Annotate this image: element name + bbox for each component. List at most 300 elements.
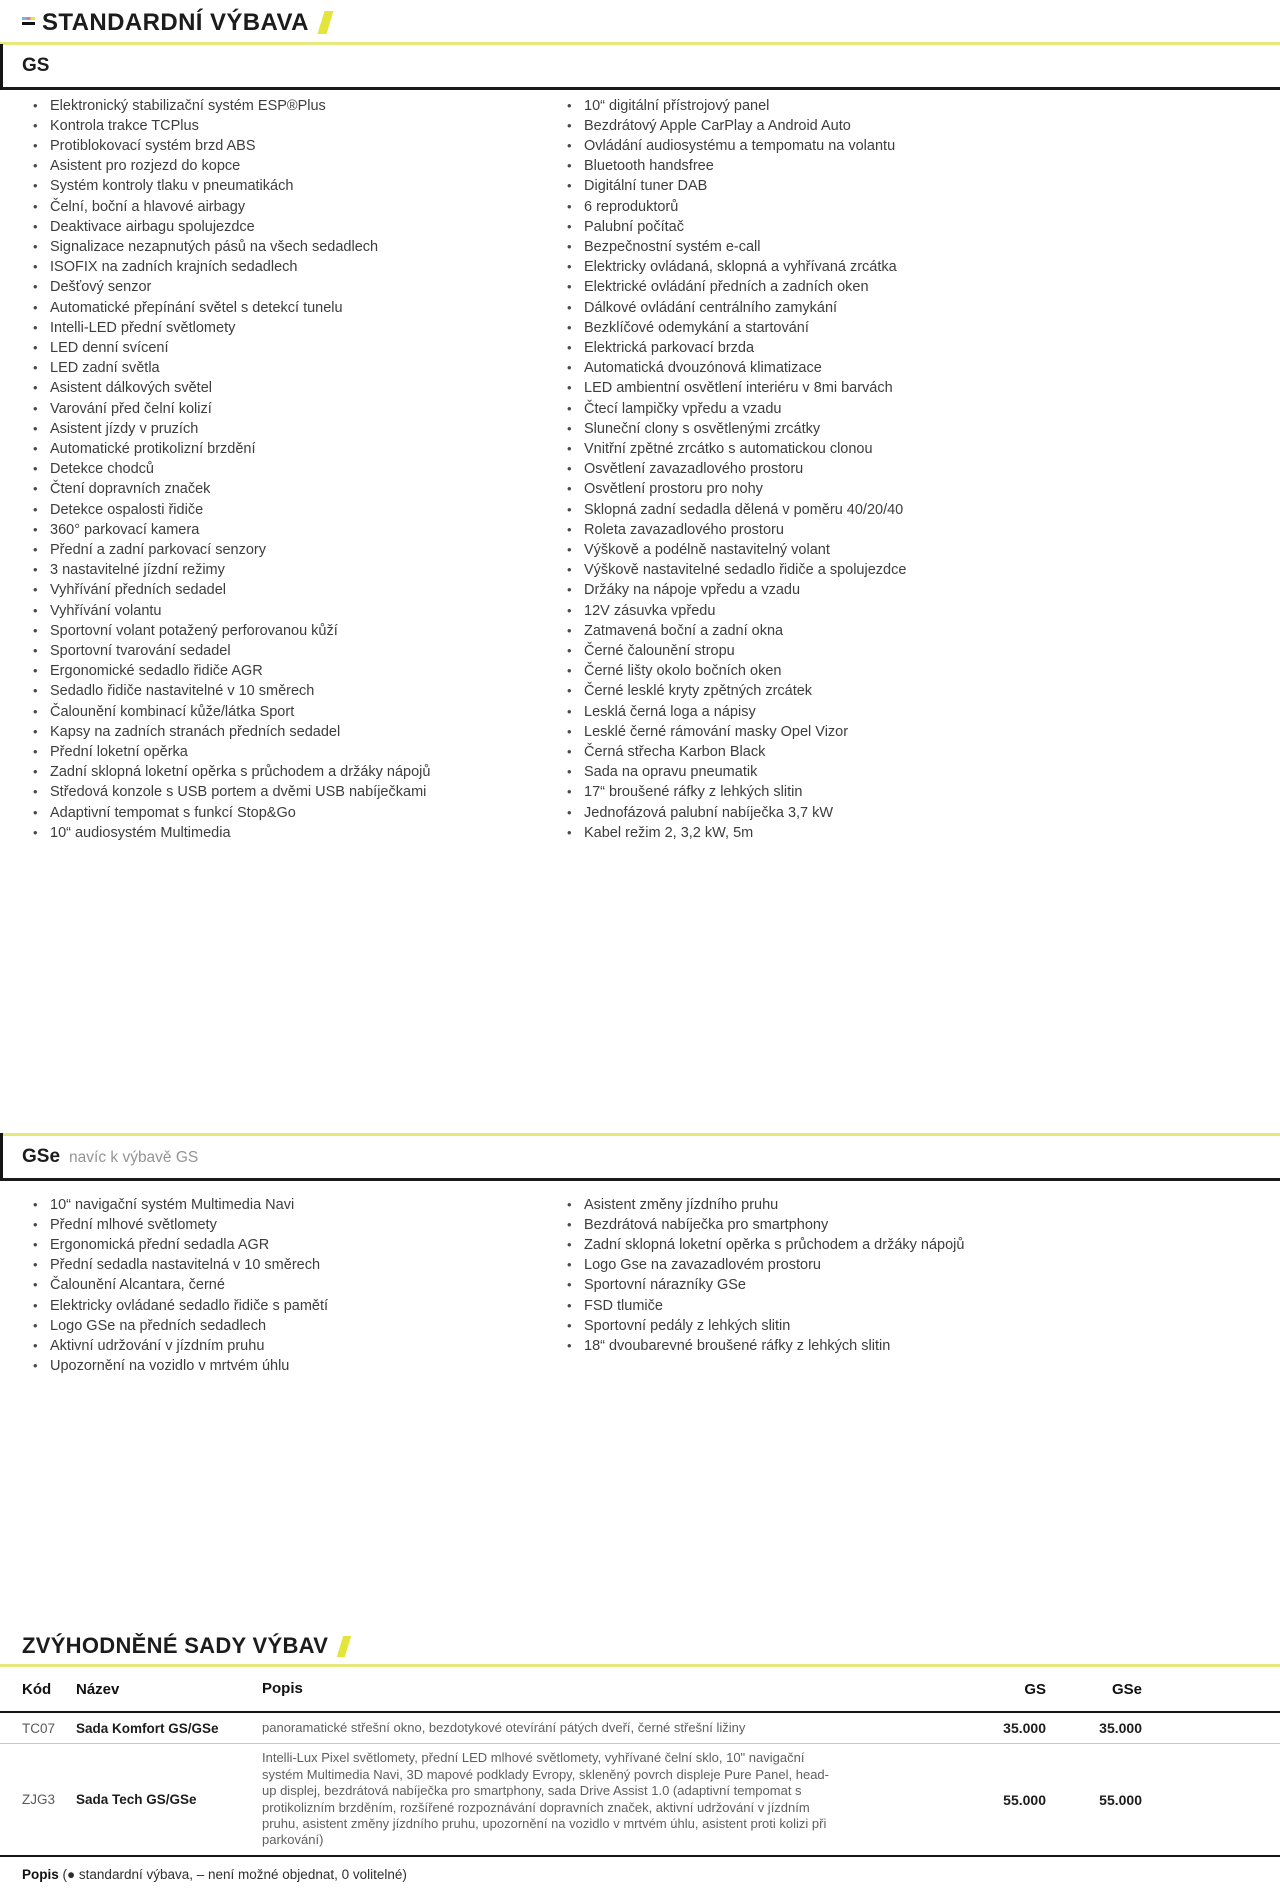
feature-item — [22, 358, 556, 378]
packages-table-rows — [0, 1713, 1280, 1856]
col-header-gs: GS — [1024, 1680, 1046, 1698]
feature-text: Sedadlo řidiče nastavitelné v 10 směrech — [50, 683, 315, 700]
feature-item — [22, 1296, 556, 1316]
bullet-icon: • — [567, 259, 572, 275]
page-header — [0, 0, 1280, 42]
feature-item — [556, 1316, 1258, 1336]
bullet-icon: • — [33, 117, 38, 133]
feature-item — [556, 580, 1258, 600]
bullet-icon: • — [33, 784, 38, 800]
feature-text: Systém kontroly tlaku v pneumatikách — [50, 178, 294, 195]
bullet-icon: • — [567, 1317, 572, 1333]
feature-text: Přední loketní opěrka — [50, 744, 188, 760]
feature-item — [22, 1275, 556, 1295]
col-header-desc: Popis — [262, 1680, 303, 1698]
bullet-icon: • — [567, 198, 572, 214]
bullet-icon: • — [33, 380, 38, 396]
feature-item — [22, 217, 556, 237]
bullet-icon: • — [567, 602, 572, 618]
feature-text: 17“ broušené ráfky z lehkých slitin — [584, 784, 803, 801]
bullet-icon: • — [33, 602, 38, 618]
bullet-icon: • — [567, 663, 572, 679]
bullet-icon: • — [33, 319, 38, 335]
feature-text: Logo GSe na předních sedadlech — [50, 1317, 267, 1334]
feature-item — [556, 702, 1258, 722]
feature-text: Digitální tuner DAB — [584, 178, 708, 195]
feature-text: Elektrická parkovací brzda — [584, 339, 755, 356]
feature-text: Adaptivní tempomat s funkcí Stop&Go — [50, 804, 296, 821]
legend-text: (● standardní výbava, – není možné objednat, 0 volitelné) — [58, 1866, 407, 1882]
feature-item — [556, 358, 1258, 378]
feature-item — [556, 641, 1258, 661]
bullet-icon: • — [33, 1337, 38, 1353]
feature-text: 6 reproduktorů — [584, 198, 679, 215]
feature-text: Ovládání audiosystému a tempomatu na volantu — [584, 137, 896, 154]
feature-item — [556, 540, 1258, 560]
feature-item — [556, 520, 1258, 540]
feature-item — [22, 1336, 556, 1356]
legend-label: Popis — [22, 1866, 59, 1882]
bullet-icon: • — [567, 481, 572, 497]
feature-text: Černé lesklé kryty zpětných zrcátek — [584, 683, 813, 700]
feature-text: Čalounění Alcantara, černé — [50, 1277, 225, 1294]
feature-text: Elektricky ovládané sedadlo řidiče s pamětí — [50, 1297, 329, 1314]
feature-item — [556, 601, 1258, 621]
bullet-icon: • — [567, 97, 572, 113]
package-description: panoramatické střešní okno, bezdotykové otevírání pátých dveří, černé střešní ližiny — [262, 1720, 746, 1736]
feature-text: Bezdrátová nabíječka pro smartphony — [584, 1216, 829, 1233]
bullet-icon: • — [567, 642, 572, 658]
packages-table-header — [0, 1667, 1280, 1713]
feature-item — [22, 257, 556, 277]
feature-item — [556, 156, 1258, 176]
feature-item — [22, 197, 556, 217]
gs-feature-columns — [0, 90, 1280, 844]
feature-text: Varování před čelní kolizí — [50, 400, 212, 417]
feature-item — [22, 621, 556, 641]
feature-text: 10“ digitální přístrojový panel — [584, 97, 770, 114]
feature-item — [22, 1215, 556, 1235]
legend-footer — [0, 1857, 1280, 1882]
feature-text: Kabel režim 2, 3,2 kW, 5m — [584, 824, 754, 841]
feature-text: Vnitřní zpětné zrcátko s automatickou clonou — [584, 440, 873, 457]
feature-item — [22, 661, 556, 681]
feature-text: Detekce chodců — [50, 461, 154, 478]
bullet-icon: • — [567, 137, 572, 153]
feature-item — [556, 419, 1258, 439]
bullet-icon: • — [567, 541, 572, 557]
bullet-icon: • — [33, 683, 38, 699]
feature-text: Intelli-LED přední světlomety — [50, 319, 236, 336]
feature-text: Kapsy na zadních stranách předních sedadel — [50, 723, 341, 740]
bullet-icon: • — [567, 501, 572, 517]
feature-item — [556, 338, 1258, 358]
feature-item — [22, 702, 556, 722]
packages-header — [0, 1628, 1280, 1664]
bullet-icon: • — [567, 521, 572, 537]
bullet-icon: • — [33, 461, 38, 477]
feature-item — [556, 1195, 1258, 1215]
bullet-icon: • — [33, 622, 38, 638]
feature-text: Zadní sklopná loketní opěrka s průchodem a držáky nápojů — [50, 764, 431, 781]
yellow-slash-icon — [317, 11, 333, 34]
feature-text: Výškově nastavitelné sedadlo řidiče a spolujezdce — [584, 562, 907, 579]
feature-text: Bluetooth handsfree — [584, 158, 714, 175]
feature-text: Asistent dálkových světel — [50, 380, 212, 397]
feature-text: Automatická dvouzónová klimatizace — [584, 360, 822, 377]
feature-item — [22, 116, 556, 136]
bullet-icon: • — [567, 339, 572, 355]
gs-section-header — [0, 45, 1280, 87]
bullet-icon: • — [33, 198, 38, 214]
feature-item — [22, 500, 556, 520]
feature-item — [22, 338, 556, 358]
feature-item — [22, 459, 556, 479]
package-price-gs: 35.000 — [1003, 1720, 1046, 1737]
page-title: STANDARDNÍ VÝBAVA — [42, 9, 309, 36]
feature-item — [556, 762, 1258, 782]
feature-text: Elektricky ovládaná, sklopná a vyhřívaná zrcátka — [584, 259, 897, 276]
feature-item — [22, 378, 556, 398]
bullet-icon: • — [567, 1196, 572, 1212]
feature-text: Čelní, boční a hlavové airbagy — [50, 198, 246, 215]
bullet-icon: • — [33, 137, 38, 153]
feature-text: ISOFIX na zadních krajních sedadlech — [50, 259, 298, 276]
feature-item — [556, 1336, 1258, 1356]
feature-item — [22, 156, 556, 176]
feature-text: 12V zásuvka vpředu — [584, 602, 716, 619]
feature-item — [556, 742, 1258, 762]
feature-item — [556, 116, 1258, 136]
feature-text: Čtení dopravních značek — [50, 481, 211, 498]
gse-feature-list-right — [556, 1195, 1258, 1377]
feature-item — [22, 1195, 556, 1215]
feature-text: Vyhřívání předních sedadel — [50, 582, 226, 599]
feature-text: Sportovní tvarování sedadel — [50, 642, 231, 659]
bullet-icon: • — [33, 299, 38, 315]
gse-section-header — [0, 1136, 1280, 1178]
feature-item — [22, 580, 556, 600]
gse-section-edge-tab — [0, 1133, 3, 1179]
bullet-icon: • — [33, 804, 38, 820]
package-code: ZJG3 — [22, 1792, 56, 1808]
feature-item — [556, 803, 1258, 823]
section-packages — [0, 1628, 1280, 1856]
gse-feature-columns — [0, 1181, 1280, 1377]
feature-text: Černé lišty okolo bočních oken — [584, 663, 782, 680]
feature-item — [556, 1215, 1258, 1235]
feature-item — [556, 621, 1258, 641]
feature-text: Sportovní nárazníky GSe — [584, 1277, 746, 1294]
bullet-icon: • — [567, 279, 572, 295]
feature-text: LED zadní světla — [50, 360, 160, 377]
feature-text: Sportovní volant potažený perforovanou kůží — [50, 622, 338, 639]
bullet-icon: • — [33, 339, 38, 355]
feature-text: Lesklé černé rámování masky Opel Vizor — [584, 723, 849, 740]
feature-text: Držáky na nápoje vpředu a vzadu — [584, 582, 801, 599]
feature-item — [22, 601, 556, 621]
feature-text: Automatické přepínání světel s detekcí tunelu — [50, 299, 343, 316]
package-row — [0, 1713, 1280, 1744]
print-registration-mark-icon — [22, 17, 35, 25]
feature-text: Přední a zadní parkovací senzory — [50, 541, 267, 558]
feature-item — [556, 237, 1258, 257]
feature-item — [22, 823, 556, 843]
bullet-icon: • — [33, 279, 38, 295]
bullet-icon: • — [33, 360, 38, 376]
gse-heading: GSe — [22, 1146, 61, 1168]
feature-item — [556, 459, 1258, 479]
bullet-icon: • — [33, 420, 38, 436]
feature-item — [22, 641, 556, 661]
feature-item — [556, 722, 1258, 742]
feature-item — [556, 318, 1258, 338]
feature-text: Asistent pro rozjezd do kopce — [50, 158, 241, 175]
feature-item — [556, 823, 1258, 843]
packages-title: ZVÝHODNĚNÉ SADY VÝBAV — [22, 1633, 329, 1659]
feature-item — [556, 782, 1258, 802]
feature-item — [556, 1275, 1258, 1295]
gs-feature-list-right — [556, 96, 1258, 844]
feature-item — [556, 96, 1258, 116]
bullet-icon: • — [567, 117, 572, 133]
feature-text: 3 nastavitelné jízdní režimy — [50, 562, 225, 579]
bullet-icon: • — [567, 804, 572, 820]
bullet-icon: • — [33, 1196, 38, 1212]
feature-text: Přední mlhové světlomety — [50, 1216, 217, 1233]
feature-text: Logo Gse na zavazadlovém prostoru — [584, 1257, 821, 1274]
feature-text: Kontrola trakce TCPlus — [50, 117, 199, 134]
bullet-icon: • — [567, 703, 572, 719]
feature-text: Dešťový senzor — [50, 279, 152, 296]
section-gse — [0, 1133, 1280, 1376]
feature-item — [22, 237, 556, 257]
feature-item — [22, 560, 556, 580]
feature-text: Ergonomické sedadlo řidiče AGR — [50, 663, 263, 680]
feature-text: 18“ dvoubarevné broušené ráfky z lehkých slitin — [584, 1337, 891, 1354]
feature-text: Ergonomická přední sedadla AGR — [50, 1236, 270, 1253]
feature-text: 10“ audiosystém Multimedia — [50, 824, 231, 841]
feature-item — [556, 176, 1258, 196]
bullet-icon: • — [567, 178, 572, 194]
bullet-icon: • — [567, 622, 572, 638]
col-header-code: Kód — [22, 1680, 52, 1698]
feature-text: Vyhřívání volantu — [50, 602, 162, 619]
feature-text: Výškově a podélně nastavitelný volant — [584, 541, 830, 558]
bullet-icon: • — [33, 218, 38, 234]
bullet-icon: • — [33, 1297, 38, 1313]
package-code: TC07 — [22, 1720, 56, 1736]
feature-text: Dálkové ovládání centrálního zamykání — [584, 299, 838, 316]
feature-text: Protiblokovací systém brzd ABS — [50, 137, 256, 154]
feature-text: Deaktivace airbagu spolujezdce — [50, 218, 255, 235]
feature-text: LED denní svícení — [50, 339, 169, 356]
package-price-gse: 55.000 — [1099, 1791, 1142, 1808]
feature-item — [22, 742, 556, 762]
section-gs — [0, 45, 1280, 843]
bullet-icon: • — [567, 1277, 572, 1293]
yellow-slash-icon — [337, 1636, 351, 1657]
feature-item — [556, 681, 1258, 701]
bullet-icon: • — [33, 158, 38, 174]
feature-item — [22, 722, 556, 742]
packages-table — [0, 1667, 1280, 1856]
bullet-icon: • — [567, 1216, 572, 1232]
feature-item — [22, 96, 556, 116]
feature-text: Černé čalounění stropu — [584, 642, 735, 659]
bullet-icon: • — [33, 764, 38, 780]
gs-heading: GS — [22, 55, 50, 76]
feature-item — [22, 803, 556, 823]
feature-item — [556, 217, 1258, 237]
feature-text: Čalounění kombinací kůže/látka Sport — [50, 703, 295, 720]
bullet-icon: • — [567, 238, 572, 254]
feature-item — [22, 1316, 556, 1336]
feature-text: Elektrické ovládání předních a zadních oken — [584, 279, 869, 296]
feature-item — [22, 1235, 556, 1255]
bullet-icon: • — [33, 582, 38, 598]
feature-text: Osvětlení prostoru pro nohy — [584, 481, 763, 498]
feature-text: Aktivní udržování v jízdním pruhu — [50, 1337, 265, 1354]
feature-item — [556, 257, 1258, 277]
feature-item — [556, 136, 1258, 156]
bullet-icon: • — [567, 218, 572, 234]
feature-text: Elektronický stabilizační systém ESP®Plus — [50, 97, 326, 114]
feature-text: Středová konzole s USB portem a dvěmi USB nabíječkami — [50, 784, 427, 801]
feature-text: Zadní sklopná loketní opěrka s průchodem a držáky nápojů — [584, 1236, 965, 1253]
package-name: Sada Tech GS/GSe — [76, 1792, 197, 1808]
bullet-icon: • — [33, 1277, 38, 1293]
bullet-icon: • — [33, 1216, 38, 1232]
feature-item — [22, 176, 556, 196]
feature-item — [22, 136, 556, 156]
bullet-icon: • — [33, 501, 38, 517]
feature-text: Bezdrátový Apple CarPlay a Android Auto — [584, 117, 851, 134]
feature-item — [22, 399, 556, 419]
feature-item — [556, 439, 1258, 459]
bullet-icon: • — [567, 380, 572, 396]
feature-item — [556, 378, 1258, 398]
feature-item — [556, 560, 1258, 580]
bullet-icon: • — [567, 299, 572, 315]
bullet-icon: • — [33, 1236, 38, 1252]
feature-item — [22, 782, 556, 802]
bullet-icon: • — [33, 703, 38, 719]
package-name: Sada Komfort GS/GSe — [76, 1720, 219, 1736]
package-price-gs: 55.000 — [1003, 1791, 1046, 1808]
feature-text: Sada na opravu pneumatik — [584, 764, 758, 781]
col-header-gse: GSe — [1111, 1680, 1142, 1698]
bullet-icon: • — [33, 723, 38, 739]
feature-text: Detekce ospalosti řidiče — [50, 501, 204, 518]
bullet-icon: • — [567, 1337, 572, 1353]
package-description: Intelli-Lux Pixel světlomety, přední LED mlhové světlomety, vyhřívané čelní sklo, 10" navigační systém Multimedia Navi, 3D mapové podklady Evropy, skleněný povrch displeje Pure Panel, head-up displej, bezdrátová nabíječka pro smartphony, sada Drive Assist 1.0 (adaptivní tempomat s protikolizním brzděním, rozšířené rozpoznávání dopravních značek, aktivní udržování v jízdním pruhu, asistent změny jízdního pruhu, upozornění na vozidlo v mrtvém úhlu, asistent proti kolizi při parkování) — [262, 1750, 829, 1848]
bullet-icon: • — [33, 521, 38, 537]
bullet-icon: • — [33, 642, 38, 658]
feature-item — [22, 479, 556, 499]
feature-item — [556, 661, 1258, 681]
bullet-icon: • — [567, 784, 572, 800]
feature-item — [22, 439, 556, 459]
feature-text: Upozornění na vozidlo v mrtvém úhlu — [50, 1358, 290, 1375]
feature-text: Čtecí lampičky vpředu a vzadu — [584, 400, 782, 417]
bullet-icon: • — [33, 400, 38, 416]
feature-text: FSD tlumiče — [584, 1297, 663, 1314]
feature-text: Jednofázová palubní nabíječka 3,7 kW — [584, 804, 834, 821]
bullet-icon: • — [33, 744, 38, 759]
gse-subheading: navíc k výbavě GS — [69, 1149, 199, 1167]
bullet-icon: • — [33, 440, 38, 456]
feature-text: Automatické protikolizní brzdění — [50, 440, 256, 457]
feature-item — [556, 500, 1258, 520]
bullet-icon: • — [567, 360, 572, 376]
feature-item — [556, 399, 1258, 419]
feature-text: Sklopná zadní sedadla dělená v poměru 40/20/40 — [584, 501, 904, 518]
feature-item — [556, 277, 1258, 297]
feature-text: Bezklíčové odemykání a startování — [584, 319, 809, 336]
feature-text: Asistent změny jízdního pruhu — [584, 1196, 779, 1213]
bullet-icon: • — [567, 683, 572, 699]
bullet-icon: • — [33, 541, 38, 557]
feature-item — [22, 318, 556, 338]
col-header-name: Název — [76, 1680, 120, 1698]
feature-item — [22, 762, 556, 782]
feature-text: LED ambientní osvětlení interiéru v 8mi barvách — [584, 380, 893, 397]
feature-item — [22, 419, 556, 439]
bullet-icon: • — [567, 420, 572, 436]
bullet-icon: • — [567, 158, 572, 174]
bullet-icon: • — [33, 178, 38, 194]
package-row — [0, 1744, 1280, 1856]
feature-text: Přední sedadla nastavitelná v 10 směrech — [50, 1257, 321, 1274]
bullet-icon: • — [33, 97, 38, 113]
feature-item — [556, 479, 1258, 499]
bullet-icon: • — [33, 824, 38, 840]
bullet-icon: • — [567, 723, 572, 739]
bullet-icon: • — [567, 319, 572, 335]
feature-text: Lesklá černá loga a nápisy — [584, 703, 756, 720]
feature-text: Zatmavená boční a zadní okna — [584, 622, 784, 639]
feature-text: Sportovní pedály z lehkých slitin — [584, 1317, 791, 1334]
bullet-icon: • — [33, 1358, 38, 1374]
bullet-icon: • — [567, 562, 572, 578]
bullet-icon: • — [33, 663, 38, 679]
feature-text: Černá střecha Karbon Black — [584, 744, 766, 760]
feature-item — [22, 1356, 556, 1376]
bullet-icon: • — [567, 1297, 572, 1313]
bullet-icon: • — [33, 259, 38, 275]
feature-text: Palubní počítač — [584, 218, 684, 235]
bullet-icon: • — [567, 440, 572, 456]
feature-item — [22, 540, 556, 560]
bullet-icon: • — [33, 481, 38, 497]
feature-item — [22, 520, 556, 540]
bullet-icon: • — [567, 1236, 572, 1252]
feature-text: Asistent jízdy v pruzích — [50, 420, 199, 437]
feature-item — [556, 197, 1258, 217]
feature-item — [556, 1255, 1258, 1275]
feature-item — [556, 298, 1258, 318]
gs-feature-list-left — [22, 96, 556, 844]
feature-text: Sluneční clony s osvětlenými zrcátky — [584, 420, 821, 437]
feature-text: 10“ navigační systém Multimedia Navi — [50, 1196, 295, 1213]
feature-text: Bezpečnostní systém e-call — [584, 238, 761, 255]
bullet-icon: • — [567, 1257, 572, 1273]
package-price-gse: 35.000 — [1099, 1720, 1142, 1737]
gs-section-edge-tab — [0, 44, 3, 90]
bullet-icon: • — [33, 1257, 38, 1273]
feature-text: Osvětlení zavazadlového prostoru — [584, 461, 804, 478]
